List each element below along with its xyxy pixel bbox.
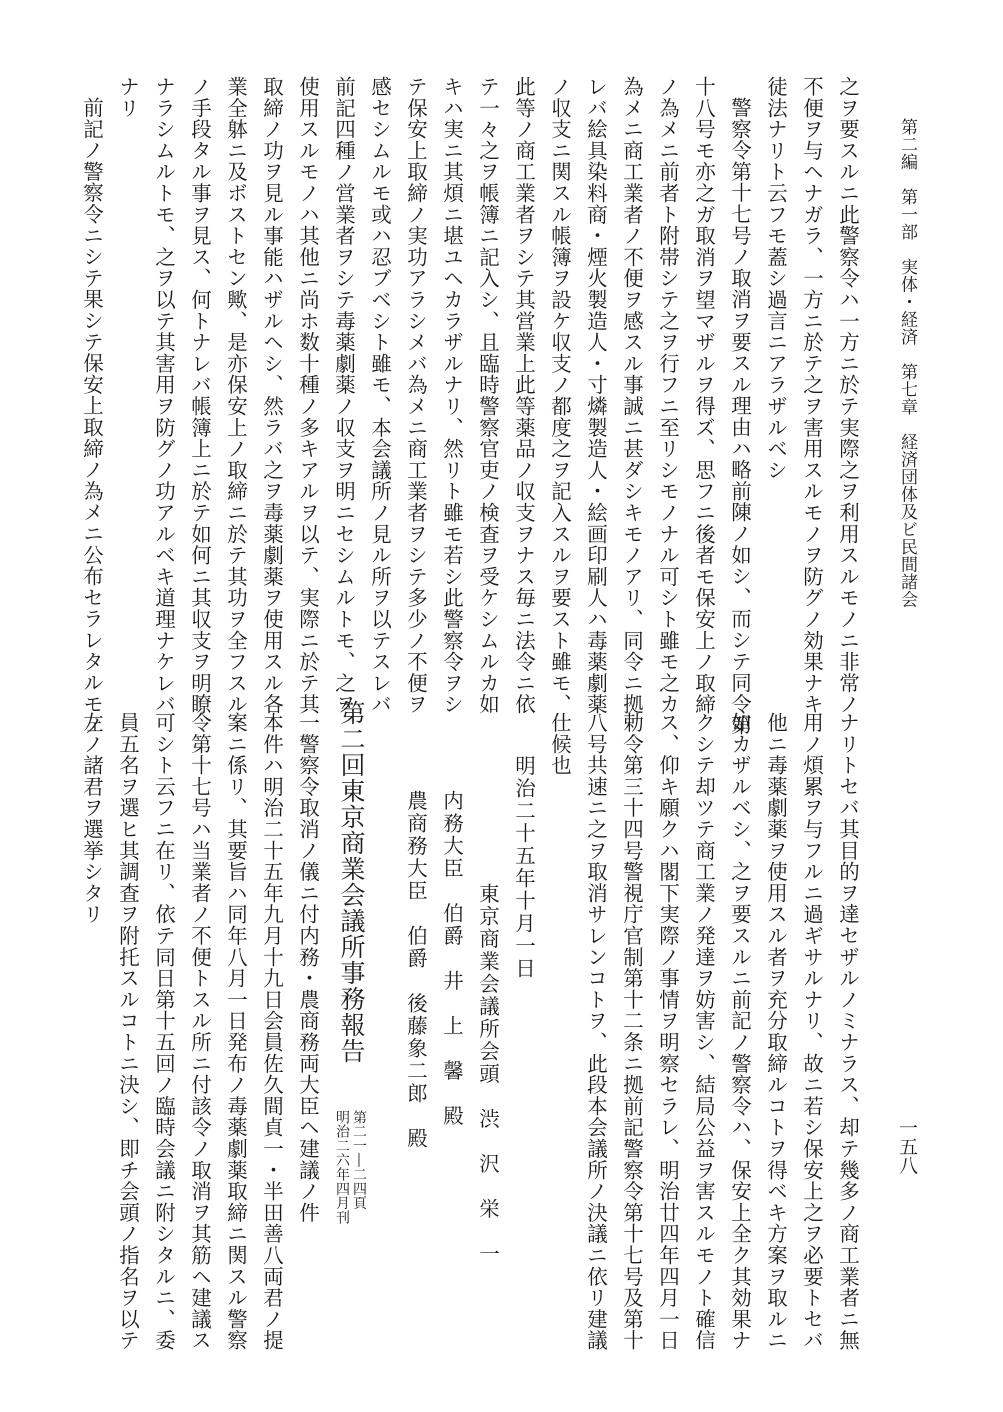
lower-line-3: 他ニ毒薬劇薬ヲ使用スル者ヲ充分取締ルコトヲ得ベキ方案ヲ取ルニ	[763, 712, 788, 1351]
upper-line-8: レバ絵具染料商・煙火製造人・寸燐製造人・絵画印刷人ハ毒薬劇薬	[583, 76, 608, 715]
upper-line-17: 取締ノ功ヲ見ル事能ハザルヘシ、然ラバ之ヲ毒薬劇薬ヲ使用スル各	[259, 76, 284, 715]
sender-signature: 東京商業会議所会頭 渋 沢 栄 一	[475, 883, 500, 1266]
upper-line-16: 使用スルモノハ其他ニ尚ホ数十種ノ多キアルヲ以テ、実際ニ於テ其	[295, 76, 320, 715]
report-source-pages: 第二一―二四頁	[351, 1110, 367, 1211]
report-line-7: 左ノ諸君ヲ選挙シタリ	[79, 712, 104, 925]
upper-line-4: 警察令第十七号ノ取消ヲ要スル理由ハ略前陳ノ如シ、而シテ同令第	[727, 97, 752, 736]
upper-line-14: 感セシムルモ或ハ忍ブベシト雖モ、本会議所ノ見ル所ヲ以テスレバ	[367, 76, 392, 715]
upper-line-20: ナラシムルトモ、之ヲ以テ其害用ヲ防グノ功アルベキ道理ナケレバ	[151, 76, 176, 715]
upper-line-21: ナリ	[115, 76, 140, 119]
upper-line-6: ノ為メニ前者ト附帯シテ之ヲ行フニ至リシモノナル可シト雖モ之カ	[655, 76, 680, 715]
upper-line-15: 前記四種ノ営業者ヲシテ毒薬劇薬ノ収支ヲ明ニセシムルトモ、之ヲ	[331, 76, 356, 715]
upper-line-19: ノ手段タル事ヲ見ス、何トナレバ帳簿上ニ於テ如何ニ其収支ヲ明瞭	[187, 76, 212, 715]
lower-line-1: ナリトセバ其目的ヲ達セザルノミナラス、却テ幾多ノ商工業者ニ無	[835, 712, 860, 1351]
report-line-5: 可シト云フニ在リ、依テ同日第十五回ノ臨時会議ニ附シタルニ、委	[151, 712, 176, 1351]
upper-line-7: 為メニ商工業者ノ不便ヲ感スル事誠ニ甚ダシキモノアリ、同令ニ拠	[619, 76, 644, 715]
lower-line-5: クシテ却ツテ商工業ノ発達ヲ妨害シ、結局公益ヲ害スルモノト確信	[691, 712, 716, 1351]
lower-line-9: 仕候也	[547, 712, 572, 776]
report-source-date: 明治二六年四月刊	[334, 1110, 350, 1225]
upper-line-12: キハ実ニ其煩ニ堪ユヘカラザルナリ、然リト雖モ若シ此警察令ヲシ	[439, 76, 464, 715]
upper-line-9: ノ収支ニ関スル帳簿ヲ設ケ収支ノ都度之ヲ記入スルヲ要スト雖モ、	[547, 76, 572, 715]
recipient-agriculture-minister: 農商務大臣 伯爵 後藤象二郎 殿	[403, 790, 428, 1150]
upper-line-11: テ一々之ヲ帳簿ニ記入シ、且臨時警察官吏ノ検査ヲ受ケシムルカ如	[475, 76, 500, 715]
report-line-3: 案ニ係リ、其要旨ハ同年八月一日発布ノ毒薬劇薬取締ニ関スル警察	[223, 712, 248, 1351]
upper-line-2: 不便ヲ与ヘナガラ、一方ニ於テ之ヲ害用スルモノヲ防グノ効果ナキ	[799, 76, 824, 715]
lower-line-6: ス、仰キ願クハ閣下実際ノ事情ヲ明察セラレ、明治廿四年四月一日	[655, 712, 680, 1351]
lower-line-7: 勅令第三十四号警視庁官制第十二条ニ拠前記警察令第十七号及第十	[619, 712, 644, 1351]
report-title: 第二回東京商業会議所事務報告	[337, 700, 366, 1064]
lower-line-2: 用ノ煩累ヲ与フルニ過ギサルナリ、故ニ若シ保安上之ヲ必要トセバ	[799, 712, 824, 1351]
report-line-6: 員五名ヲ選ヒ其調査ヲ附托スルコトニ決シ、即チ会頭ノ指名ヲ以テ	[115, 712, 140, 1351]
upper-line-13: テ保安上取締ノ実功アラシメバ為メニ商工業者ヲシテ多少ノ不便ヲ	[403, 76, 428, 715]
running-header: 第二編 第一部 実体・経済 第七章 経済団体及ビ民間諸会	[897, 118, 917, 608]
upper-line-1: 之ヲ要スルニ此警察令ハ一方ニ於テ実際之ヲ利用スルモノニ非常ノ	[835, 76, 860, 715]
report-line-2: 本件ハ明治二十五年九月十九日会員佐久間貞一・半田善八両君ノ提	[259, 712, 284, 1351]
upper-line-3: 徒法ナリト云フモ蓋シ過言ニアラザルベシ	[763, 76, 788, 481]
lower-line-8: 八号共速ニ之ヲ取消サレンコトヲ、此段本会議所ノ決議ニ依リ建議	[583, 712, 608, 1351]
upper-line-5: 十八号モ亦之ガ取消ヲ望マザルヲ得ズ、思フニ後者モ保安上ノ取締	[691, 76, 716, 715]
document-date: 明治二十五年十月一日	[511, 755, 536, 980]
recipient-home-minister: 内務大臣 伯爵 井 上 馨 殿	[439, 790, 464, 1128]
upper-line-18: 業全躰ニ及ボストセン歟、是亦保安上ノ取締ニ於テ其功ヲ全フスル	[223, 76, 248, 715]
report-line-1: 一警察令取消ノ儀ニ付内務・農商務両大臣ヘ建議ノ件	[295, 712, 320, 1224]
page-number: 一五八	[896, 1118, 918, 1175]
upper-line-10: 此等ノ商工業者ヲシテ其営業上此等薬品ノ収支ヲナス毎ニ法令ニ依	[511, 76, 536, 715]
report-line-4: 令第十七号ハ当業者ノ不便トスル所ニ付該令ノ取消ヲ其筋ヘ建議ス	[187, 712, 212, 1351]
upper-line-22: 前記ノ警察令ニシテ果シテ保安上取締ノ為メニ公布セラレタルモノ	[79, 97, 104, 736]
lower-line-4: 如カザルベシ、之ヲ要スルニ前記ノ警察令ハ、保安上全ク其効果ナ	[727, 712, 752, 1351]
